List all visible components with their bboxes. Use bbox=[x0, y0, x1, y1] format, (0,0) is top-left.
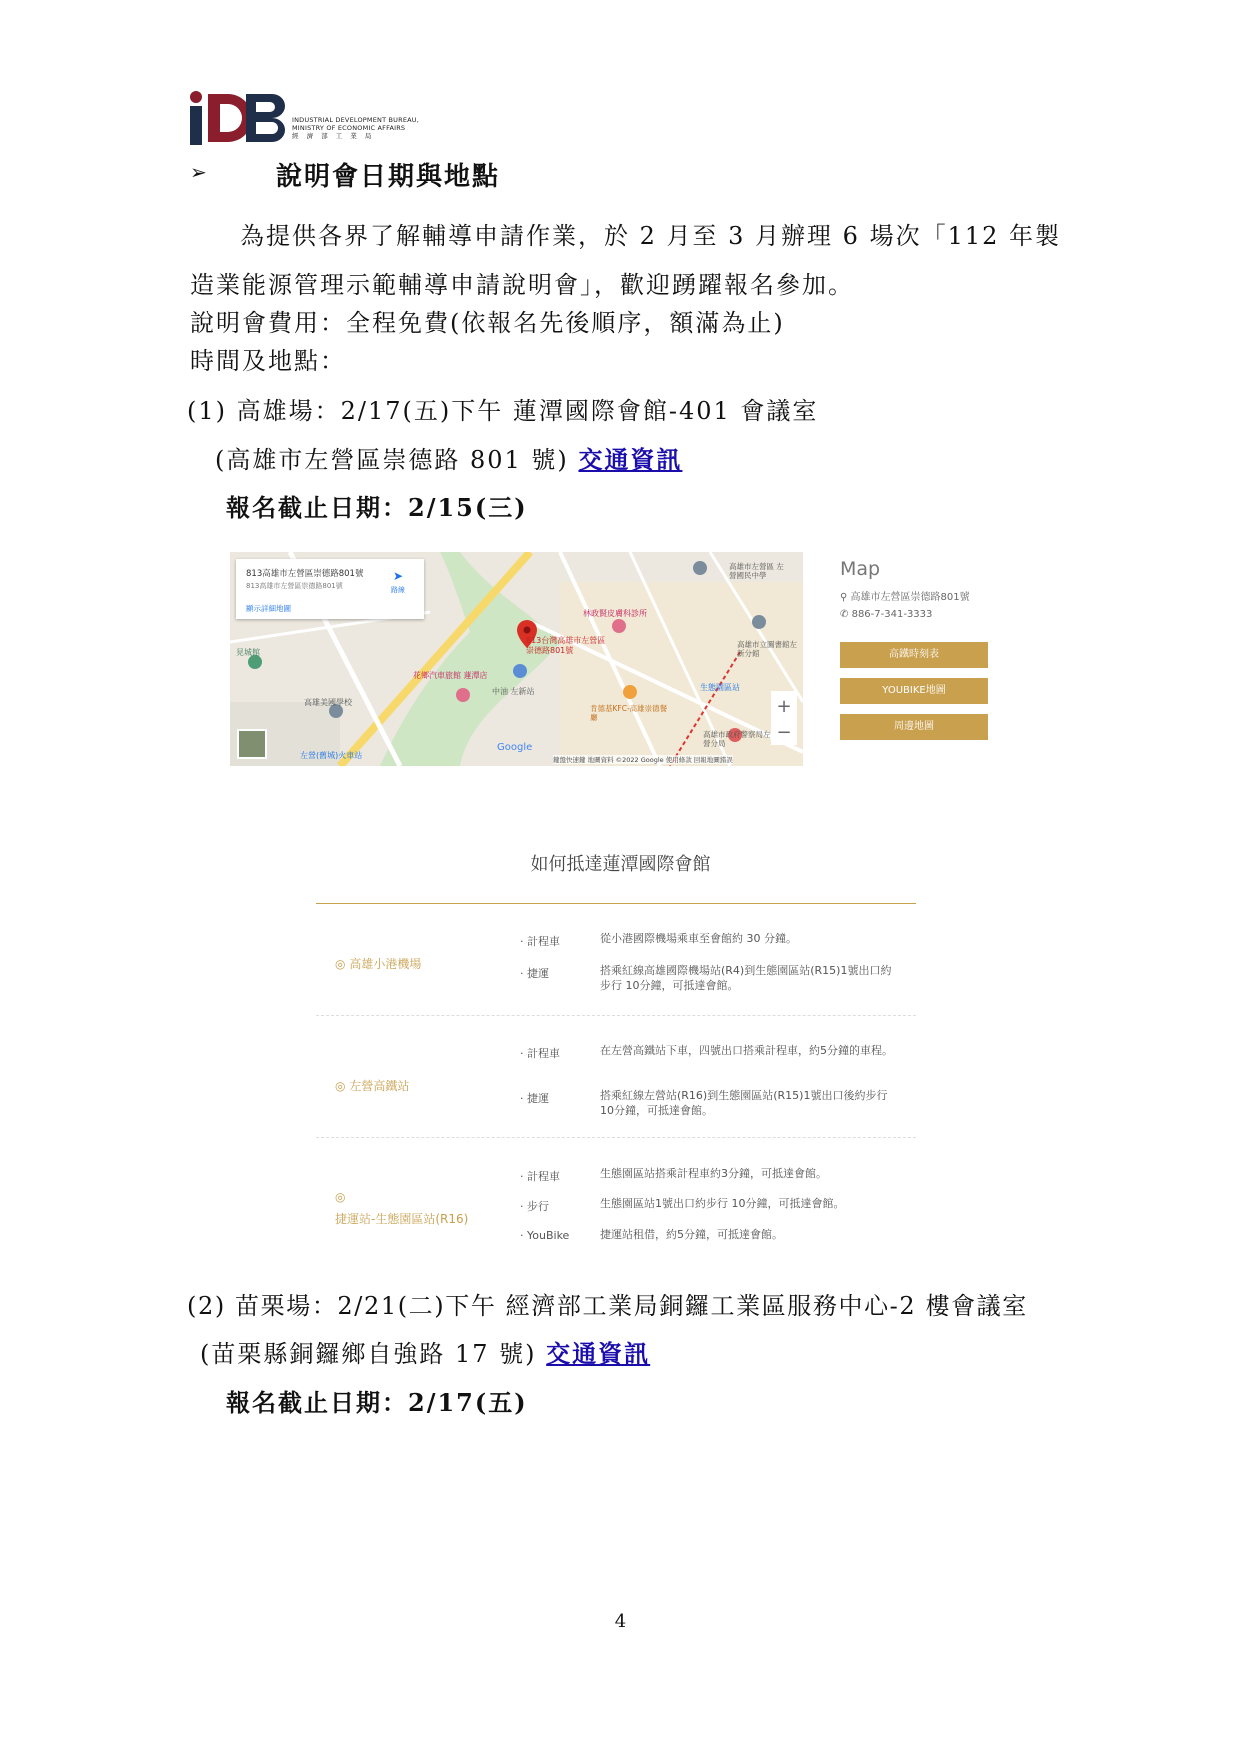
map-label-6: 高雄市左營區 左營國民中學 bbox=[729, 562, 784, 580]
mode-desc: 生態園區站搭乘計程車約3分鐘，可抵達會館。 bbox=[600, 1167, 827, 1180]
mode-label: 計程車 bbox=[527, 935, 560, 948]
mode-desc: 搭乘紅線左營站(R16)到生態園區站(R15)1號出口後約步行 10分鐘，可抵達會館。 bbox=[600, 1089, 888, 1117]
map-label-3: 中油 左新站 bbox=[492, 687, 535, 696]
location-label: 左營高鐵站 bbox=[349, 1079, 410, 1093]
session2-address: (苗栗縣銅鑼鄉自強路 17 號) bbox=[200, 1340, 537, 1368]
logo-caption bbox=[292, 116, 419, 140]
mode-desc: 在左營高鐵站下車，四號出口搭乘計程車，約5分鐘的車程。 bbox=[600, 1044, 893, 1057]
mode-desc: 搭乘紅線高雄國際機場站(R4)到生態園區站(R15)1號出口約步行 10分鐘，可抵達會館。 bbox=[600, 964, 892, 992]
page-number: 4 bbox=[614, 1611, 627, 1632]
intro-line1: 為提供各界了解輔導申請作業，於 2 月至 3 月辦理 6 場次「112 年製 bbox=[240, 222, 1062, 250]
map-phone-row bbox=[840, 609, 1000, 620]
map-label-9: 高雄市政府警察局左營分局 bbox=[703, 730, 771, 748]
mode-taxi: · 計程車 bbox=[520, 1170, 560, 1183]
directions-icon[interactable]: ➤ bbox=[393, 569, 404, 583]
session2-deadline: 報名截止日期：2/17(五) bbox=[226, 1388, 528, 1417]
session2-title: (2) 苗栗場：2/21(二)下午 經濟部工業局銅鑼工業區服務中心-2 樓會議室 bbox=[187, 1292, 1028, 1320]
session1-title: (1) 高雄場：2/17(五)下午 蓮潭國際會館-401 會議室 bbox=[187, 397, 819, 425]
map-label-1: 見城館 bbox=[236, 648, 260, 657]
map-address-row bbox=[840, 588, 1000, 603]
svg-text:−: − bbox=[776, 722, 792, 743]
mode-label: 計程車 bbox=[527, 1170, 560, 1183]
map-label-4: 林政賢皮膚科診所 bbox=[583, 609, 647, 618]
directions-label[interactable]: 路線 bbox=[391, 586, 405, 594]
direction-location-airport bbox=[335, 955, 421, 972]
direction-location-mrt: 捷運站-生態園區站(R16) bbox=[335, 1212, 469, 1226]
map-label-5: 生態園區站 bbox=[700, 683, 740, 692]
direction-location-hsr bbox=[335, 1077, 409, 1094]
mode-mrt: · 捷運 bbox=[520, 967, 549, 980]
map-card-title: 813高雄市左營區崇德路801號 bbox=[246, 569, 364, 579]
directions-divider bbox=[316, 903, 916, 904]
map-sidebar bbox=[840, 558, 1000, 740]
map-side-title: Map bbox=[840, 558, 881, 580]
mode-label: YouBike bbox=[527, 1229, 570, 1242]
nearby-map-button[interactable]: 周邊地圖 bbox=[840, 714, 988, 740]
mode-label: 計程車 bbox=[527, 1047, 560, 1060]
fee-line: 說明會費用：全程免費(依報名先後順序，額滿為止) bbox=[190, 309, 785, 337]
mode-label: 捷運 bbox=[527, 967, 549, 980]
session1-transport-link[interactable]: 交通資訊 bbox=[578, 445, 683, 474]
section-heading: 說明會日期與地點 bbox=[276, 162, 501, 192]
google-logo: Google bbox=[497, 742, 533, 753]
mode-label: 捷運 bbox=[527, 1092, 549, 1105]
hsr-timetable-button[interactable]: 高鐵時刻表 bbox=[840, 642, 988, 668]
session2-transport-link[interactable]: 交通資訊 bbox=[546, 1339, 651, 1368]
location-pin-icon: ◎ bbox=[335, 1190, 346, 1204]
mode-taxi: · 計程車 bbox=[520, 935, 560, 948]
mode-desc: 捷運站租借，約5分鐘，可抵達會館。 bbox=[600, 1228, 783, 1241]
directions-separator bbox=[316, 1015, 916, 1016]
session2-address-row bbox=[200, 1334, 650, 1369]
location-pin-icon: ◎ bbox=[335, 1079, 346, 1093]
map-view[interactable] bbox=[230, 552, 803, 766]
map-label-8: 肯德基KFC-高雄崇德餐廳 bbox=[590, 704, 668, 722]
map-pin-label: 813台灣高雄市左營區崇德路801號 bbox=[526, 636, 606, 655]
directions-title: 如何抵達蓮潭國際會館 bbox=[530, 854, 711, 875]
phone-icon: ✆ bbox=[840, 609, 849, 620]
location-icon: ⚲ bbox=[840, 592, 848, 603]
mode-youbike: · YouBike bbox=[520, 1229, 570, 1242]
idb-logo-mark bbox=[188, 90, 298, 146]
map-label-7: 高雄市立圖書館左新分館 bbox=[737, 640, 797, 658]
map-label-2: 花鄉汽車旅館 蓮潭店 bbox=[413, 671, 488, 680]
logo-line2: MINISTRY OF ECONOMIC AFFAIRS bbox=[292, 124, 406, 132]
map-card-sub: 813高雄市左營區崇德路801號 bbox=[246, 582, 343, 590]
map-larger-link[interactable]: 顯示詳細地圖 bbox=[246, 604, 291, 613]
map-label-10: 左營(舊城)火車站 bbox=[300, 751, 363, 760]
session1-address-row bbox=[215, 440, 682, 475]
youbike-map-button[interactable]: YOUBIKE地圖 bbox=[840, 678, 988, 704]
session1-deadline: 報名截止日期：2/15(三) bbox=[226, 493, 528, 522]
map-address: 高雄市左營區崇德路801號 bbox=[850, 592, 970, 603]
logo-line3: 經 濟 部 工 業 局 bbox=[292, 132, 375, 140]
directions-separator bbox=[316, 1137, 916, 1138]
mode-desc: 從小港國際機場乘車至會館約 30 分鐘。 bbox=[600, 932, 797, 945]
intro-line2: 造業能源管理示範輔導申請說明會」，歡迎踴躍報名參加。 bbox=[190, 271, 854, 299]
location-pin-icon: ◎ bbox=[335, 957, 346, 971]
map-label-0: 高雄美國學校 bbox=[304, 698, 352, 707]
map-info-card bbox=[236, 559, 424, 619]
session1-address: (高雄市左營區崇德路 801 號) bbox=[215, 446, 569, 474]
map-footer[interactable]: 鍵盤快速鍵 地圖資料 ©2022 Google 使用條款 回報地圖錯誤 bbox=[553, 756, 733, 764]
location-label: 高雄小港機場 bbox=[349, 957, 422, 971]
mode-label: 步行 bbox=[527, 1200, 549, 1213]
mode-taxi: · 計程車 bbox=[520, 1047, 560, 1060]
map-phone: 886-7-341-3333 bbox=[851, 609, 933, 620]
time-place-label: 時間及地點： bbox=[190, 347, 346, 375]
bullet-icon: ➢ bbox=[190, 160, 207, 184]
mode-desc: 生態園區站1號出口約步行 10分鐘，可抵達會館。 bbox=[600, 1197, 845, 1210]
mode-mrt: · 捷運 bbox=[520, 1092, 549, 1105]
mode-walk: · 步行 bbox=[520, 1200, 549, 1213]
logo-line1: INDUSTRIAL DEVELOPMENT BUREAU, bbox=[292, 116, 420, 124]
svg-text:+: + bbox=[776, 696, 792, 717]
